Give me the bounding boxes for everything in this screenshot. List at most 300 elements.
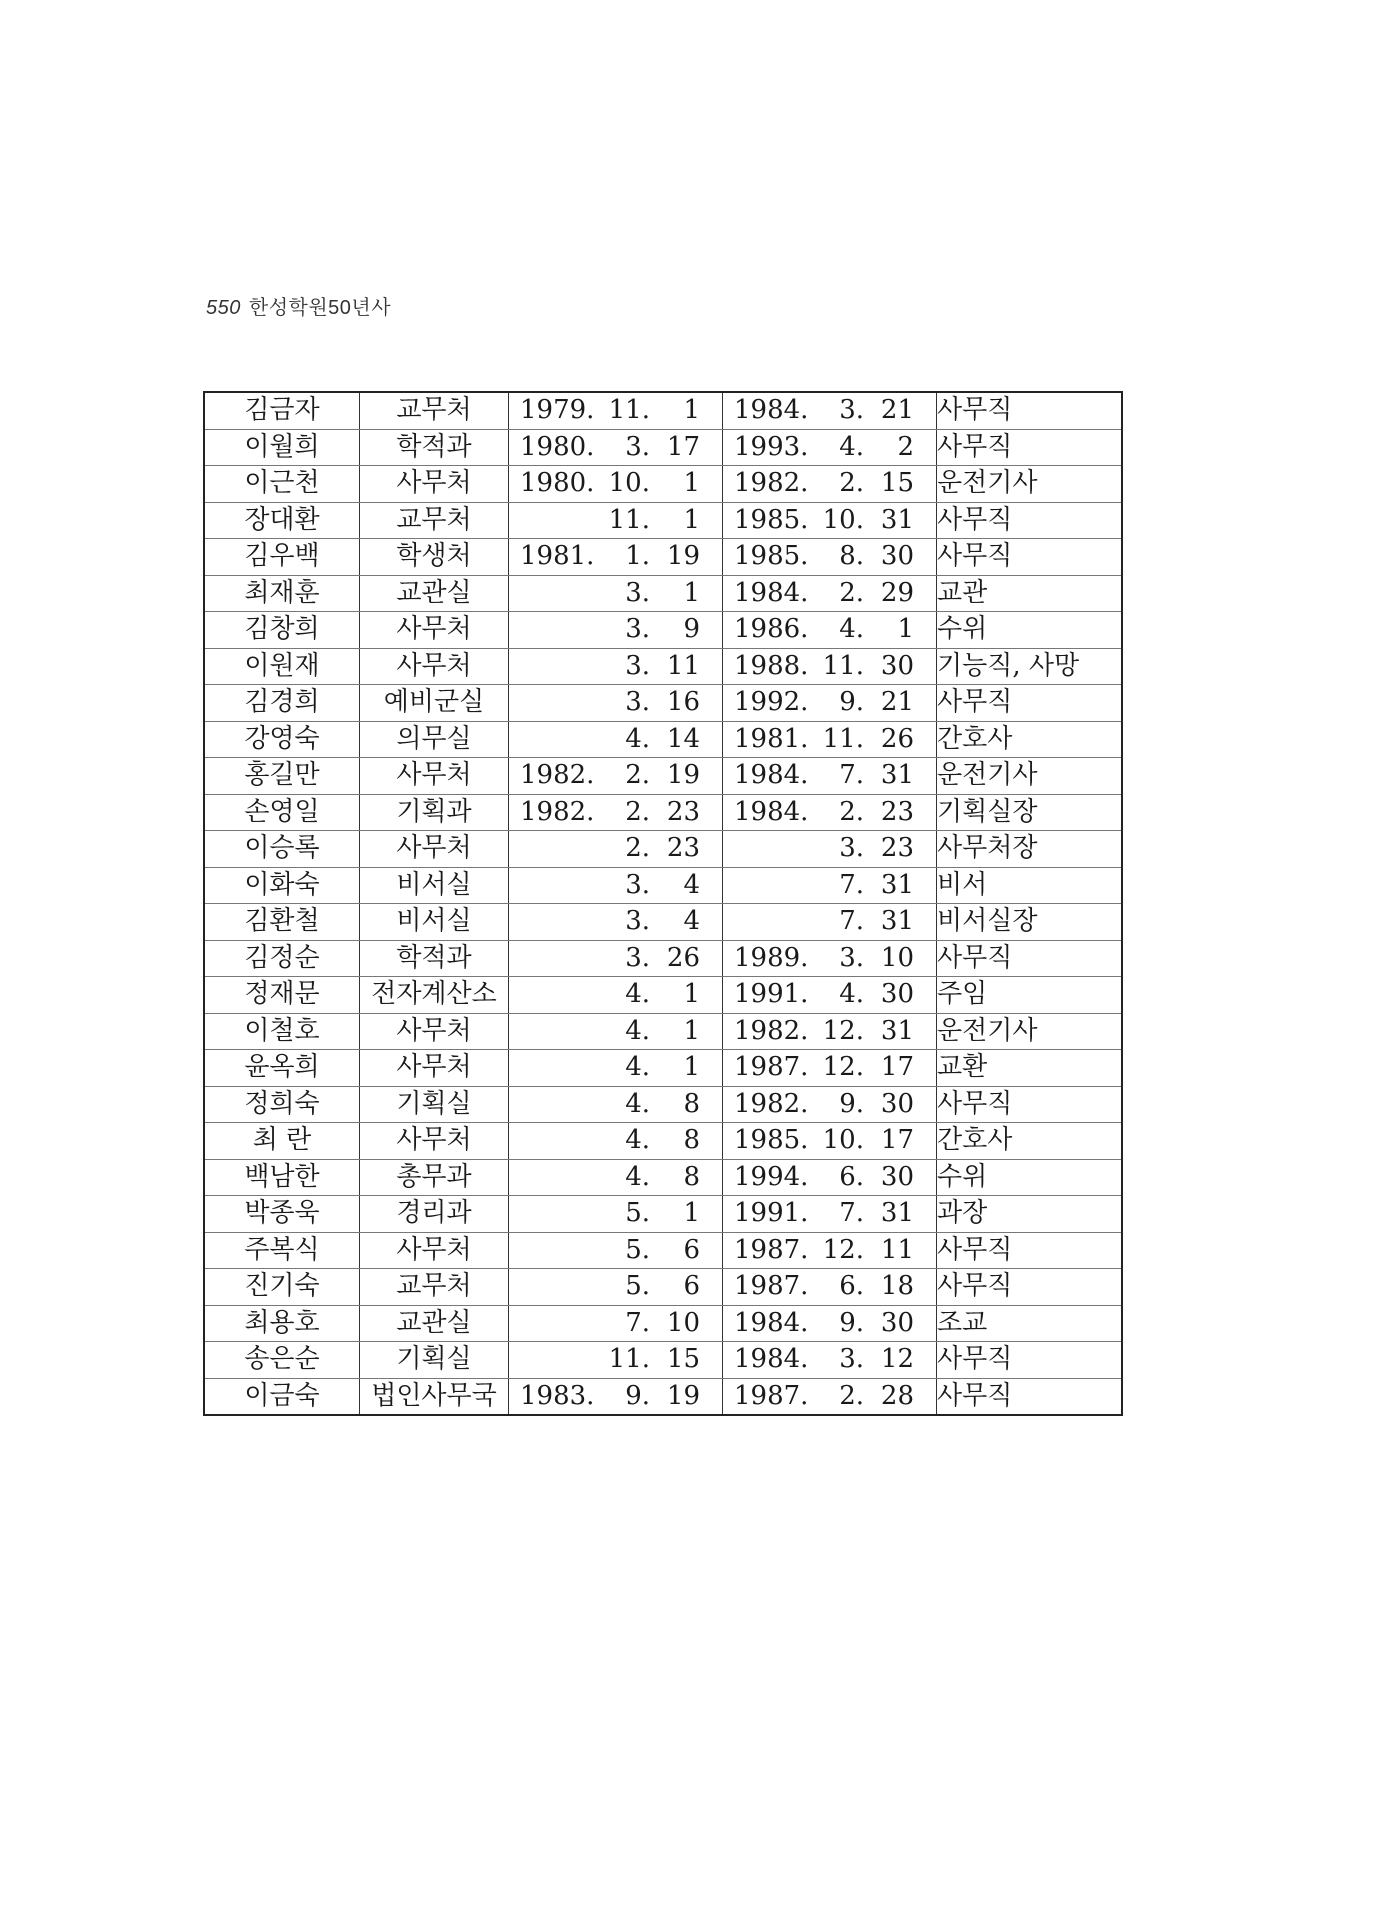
end-date-cell-month: 9. <box>839 687 864 718</box>
position-cell: 사무직 <box>937 502 1123 539</box>
name-cell: 최재훈 <box>204 575 360 612</box>
start-date-cell-day: 16 <box>666 687 700 718</box>
end-date-cell-year: 1982. <box>734 1015 809 1046</box>
start-date-cell-year <box>520 831 604 866</box>
department-cell: 기획과 <box>360 794 509 831</box>
start-date-cell-year <box>520 904 604 939</box>
start-date-cell <box>509 612 723 649</box>
end-date-cell-day: 18 <box>880 1271 914 1302</box>
end-date-cell-year: 1987. <box>734 1380 809 1411</box>
start-date-cell-month: 3. <box>625 650 650 681</box>
end-date-cell-month: 2. <box>839 468 864 499</box>
start-date-cell-year: 1981. <box>520 541 595 572</box>
page-number: 550 <box>206 297 241 319</box>
start-date-cell-year: 1983. <box>520 1380 595 1411</box>
position-cell: 운전기사 <box>937 758 1123 795</box>
department-cell: 교무처 <box>360 392 509 429</box>
end-date-cell-day: 17 <box>880 1052 914 1083</box>
name-cell: 이승록 <box>204 831 360 868</box>
start-date-cell-year <box>520 1269 604 1304</box>
end-date-cell-year: 1985. <box>734 504 809 535</box>
end-date-cell-day: 30 <box>880 650 914 681</box>
department-cell: 기획실 <box>360 1086 509 1123</box>
name-cell: 이근천 <box>204 466 360 503</box>
start-date-cell-month: 4. <box>625 1052 650 1083</box>
start-date-cell-month: 11. <box>608 1344 650 1375</box>
end-date-cell-year: 1984. <box>734 760 809 791</box>
start-date-cell-month: 3. <box>625 906 650 937</box>
start-date-cell-day: 1 <box>683 468 700 499</box>
department-cell: 교관실 <box>360 575 509 612</box>
start-date-cell-month: 3. <box>625 869 650 900</box>
name-cell: 김금자 <box>204 392 360 429</box>
end-date-cell-month: 11. <box>822 650 864 681</box>
start-date-cell <box>509 575 723 612</box>
table-row <box>204 1123 1122 1160</box>
end-date-cell-year: 1989. <box>734 942 809 973</box>
end-date-cell-month: 4. <box>839 431 864 462</box>
end-date-cell-day: 29 <box>880 577 914 608</box>
start-date-cell-day: 4 <box>683 906 700 937</box>
start-date-cell-year: 1980. <box>520 468 595 499</box>
end-date-cell-day: 2 <box>897 431 914 462</box>
position-cell: 사무직 <box>937 1378 1123 1415</box>
end-date-cell-month: 6. <box>839 1161 864 1192</box>
table-row <box>204 1050 1122 1087</box>
name-cell: 손영일 <box>204 794 360 831</box>
end-date-cell-day: 31 <box>880 760 914 791</box>
end-date-cell-day: 12 <box>880 1344 914 1375</box>
start-date-cell <box>509 648 723 685</box>
start-date-cell <box>509 539 723 576</box>
position-cell: 사무직 <box>937 685 1123 722</box>
end-date-cell <box>723 1342 937 1379</box>
end-date-cell-month: 12. <box>822 1234 864 1265</box>
end-date-cell-month: 4. <box>839 979 864 1010</box>
table-row <box>204 758 1122 795</box>
position-cell: 간호사 <box>937 721 1123 758</box>
start-date-cell-day: 19 <box>666 1380 700 1411</box>
end-date-cell-month: 3. <box>839 1344 864 1375</box>
department-cell: 예비군실 <box>360 685 509 722</box>
table-row <box>204 648 1122 685</box>
start-date-cell-month: 10. <box>608 468 650 499</box>
table-row <box>204 1305 1122 1342</box>
end-date-cell-day: 26 <box>880 723 914 754</box>
end-date-cell <box>723 685 937 722</box>
end-date-cell-day: 31 <box>880 1015 914 1046</box>
end-date-cell <box>723 1013 937 1050</box>
end-date-cell <box>723 867 937 904</box>
end-date-cell <box>723 648 937 685</box>
position-cell: 수위 <box>937 1159 1123 1196</box>
start-date-cell <box>509 831 723 868</box>
end-date-cell-day: 23 <box>880 796 914 827</box>
end-date-cell-day: 28 <box>880 1380 914 1411</box>
name-cell: 이금숙 <box>204 1378 360 1415</box>
start-date-cell <box>509 1305 723 1342</box>
end-date-cell-month: 2. <box>839 577 864 608</box>
end-date-cell-day: 31 <box>880 906 914 937</box>
end-date-cell-year: 1982. <box>734 1088 809 1119</box>
start-date-cell-year <box>520 941 604 976</box>
department-cell: 교무처 <box>360 502 509 539</box>
start-date-cell-day: 1 <box>683 1198 700 1229</box>
start-date-cell-month: 4. <box>625 1088 650 1119</box>
department-cell: 사무처 <box>360 1050 509 1087</box>
department-cell: 학생처 <box>360 539 509 576</box>
end-date-cell-day: 30 <box>880 541 914 572</box>
start-date-cell-day: 23 <box>666 796 700 827</box>
department-cell: 비서실 <box>360 867 509 904</box>
end-date-cell <box>723 831 937 868</box>
start-date-cell-month: 7. <box>625 1307 650 1338</box>
start-date-cell-day: 6 <box>683 1234 700 1265</box>
start-date-cell-month: 11. <box>608 504 650 535</box>
start-date-cell-year <box>520 576 604 611</box>
table-row <box>204 940 1122 977</box>
end-date-cell-year: 1982. <box>734 468 809 499</box>
start-date-cell-year <box>520 503 604 538</box>
table-row <box>204 1342 1122 1379</box>
start-date-cell-day: 1 <box>683 395 700 426</box>
start-date-cell-day: 1 <box>683 504 700 535</box>
start-date-cell <box>509 977 723 1014</box>
start-date-cell-month: 4. <box>625 723 650 754</box>
end-date-cell-day: 30 <box>880 1307 914 1338</box>
start-date-cell-month: 9. <box>625 1380 650 1411</box>
end-date-cell-year: 1985. <box>734 1125 809 1156</box>
table-row <box>204 1232 1122 1269</box>
end-date-cell <box>723 794 937 831</box>
start-date-cell-month: 4. <box>625 1125 650 1156</box>
end-date-cell-day: 10 <box>880 942 914 973</box>
start-date-cell <box>509 1159 723 1196</box>
start-date-cell <box>509 1050 723 1087</box>
end-date-cell <box>723 758 937 795</box>
end-date-cell-year: 1986. <box>734 614 809 645</box>
table-row <box>204 1269 1122 1306</box>
end-date-cell <box>723 1378 937 1415</box>
end-date-cell-month: 4. <box>839 614 864 645</box>
department-cell: 사무처 <box>360 1232 509 1269</box>
name-cell: 김경희 <box>204 685 360 722</box>
end-date-cell-month: 3. <box>839 395 864 426</box>
start-date-cell-day: 17 <box>666 431 700 462</box>
end-date-cell-year: 1987. <box>734 1271 809 1302</box>
start-date-cell-year <box>520 612 604 647</box>
position-cell: 사무직 <box>937 1342 1123 1379</box>
end-date-cell-year <box>734 868 818 903</box>
start-date-cell-day: 8 <box>683 1161 700 1192</box>
name-cell: 이화숙 <box>204 867 360 904</box>
end-date-cell-year: 1991. <box>734 979 809 1010</box>
position-cell: 사무직 <box>937 940 1123 977</box>
start-date-cell-month: 3. <box>625 577 650 608</box>
table-row <box>204 466 1122 503</box>
department-cell: 학적과 <box>360 429 509 466</box>
position-cell: 교환 <box>937 1050 1123 1087</box>
staff-table <box>203 391 1123 1416</box>
position-cell: 비서실장 <box>937 904 1123 941</box>
end-date-cell-day: 31 <box>880 869 914 900</box>
start-date-cell-year: 1982. <box>520 796 595 827</box>
start-date-cell <box>509 867 723 904</box>
staff-table-body <box>204 392 1122 1415</box>
position-cell: 기획실장 <box>937 794 1123 831</box>
table-row <box>204 612 1122 649</box>
name-cell: 이월희 <box>204 429 360 466</box>
department-cell: 사무처 <box>360 648 509 685</box>
end-date-cell <box>723 1305 937 1342</box>
start-date-cell-month: 4. <box>625 1161 650 1192</box>
position-cell: 수위 <box>937 612 1123 649</box>
position-cell: 사무직 <box>937 1232 1123 1269</box>
position-cell: 사무직 <box>937 392 1123 429</box>
end-date-cell-month: 12. <box>822 1052 864 1083</box>
end-date-cell <box>723 721 937 758</box>
end-date-cell-month: 10. <box>822 504 864 535</box>
start-date-cell-year <box>520 1342 604 1377</box>
start-date-cell <box>509 1378 723 1415</box>
start-date-cell <box>509 721 723 758</box>
start-date-cell-day: 26 <box>666 942 700 973</box>
book-title: 한성학원50년사 <box>248 297 392 319</box>
start-date-cell-year <box>520 868 604 903</box>
start-date-cell <box>509 1269 723 1306</box>
position-cell: 조교 <box>937 1305 1123 1342</box>
position-cell: 사무직 <box>937 539 1123 576</box>
start-date-cell <box>509 1196 723 1233</box>
start-date-cell <box>509 685 723 722</box>
table-row <box>204 904 1122 941</box>
start-date-cell-year <box>520 1306 604 1341</box>
end-date-cell-year: 1981. <box>734 723 809 754</box>
start-date-cell-year <box>520 685 604 720</box>
department-cell: 사무처 <box>360 831 509 868</box>
table-row <box>204 831 1122 868</box>
table-row <box>204 1086 1122 1123</box>
end-date-cell <box>723 392 937 429</box>
start-date-cell-year <box>520 1196 604 1231</box>
position-cell: 기능직, 사망 <box>937 648 1123 685</box>
end-date-cell-month: 3. <box>839 833 864 864</box>
department-cell: 학적과 <box>360 940 509 977</box>
table-row <box>204 794 1122 831</box>
start-date-cell-day: 1 <box>683 577 700 608</box>
start-date-cell <box>509 904 723 941</box>
start-date-cell-day: 11 <box>666 650 700 681</box>
start-date-cell <box>509 502 723 539</box>
end-date-cell <box>723 429 937 466</box>
start-date-cell-year <box>520 1087 604 1122</box>
end-date-cell-day: 31 <box>880 1198 914 1229</box>
start-date-cell-month: 5. <box>625 1234 650 1265</box>
start-date-cell-month: 2. <box>625 833 650 864</box>
start-date-cell-day: 19 <box>666 541 700 572</box>
department-cell: 의무실 <box>360 721 509 758</box>
end-date-cell-month: 7. <box>839 760 864 791</box>
end-date-cell-day: 23 <box>880 833 914 864</box>
end-date-cell-month: 9. <box>839 1307 864 1338</box>
end-date-cell-month: 7. <box>839 869 864 900</box>
end-date-cell-month: 2. <box>839 1380 864 1411</box>
end-date-cell-year: 1992. <box>734 687 809 718</box>
table-row <box>204 1159 1122 1196</box>
end-date-cell-day: 1 <box>897 614 914 645</box>
start-date-cell-year: 1980. <box>520 431 595 462</box>
running-header <box>206 291 391 320</box>
start-date-cell-day: 8 <box>683 1088 700 1119</box>
department-cell: 교관실 <box>360 1305 509 1342</box>
start-date-cell-year <box>520 1014 604 1049</box>
start-date-cell <box>509 1086 723 1123</box>
start-date-cell-day: 23 <box>666 833 700 864</box>
end-date-cell <box>723 1269 937 1306</box>
start-date-cell <box>509 758 723 795</box>
start-date-cell-day: 8 <box>683 1125 700 1156</box>
table-row <box>204 429 1122 466</box>
end-date-cell-day: 30 <box>880 1161 914 1192</box>
name-cell: 강영숙 <box>204 721 360 758</box>
end-date-cell <box>723 502 937 539</box>
start-date-cell <box>509 940 723 977</box>
name-cell: 홍길만 <box>204 758 360 795</box>
end-date-cell-year: 1984. <box>734 1307 809 1338</box>
start-date-cell-month: 2. <box>625 760 650 791</box>
end-date-cell-year: 1984. <box>734 796 809 827</box>
name-cell: 백남한 <box>204 1159 360 1196</box>
name-cell: 진기숙 <box>204 1269 360 1306</box>
end-date-cell <box>723 612 937 649</box>
end-date-cell <box>723 1196 937 1233</box>
start-date-cell-day: 9 <box>683 614 700 645</box>
position-cell: 운전기사 <box>937 466 1123 503</box>
end-date-cell <box>723 539 937 576</box>
start-date-cell <box>509 794 723 831</box>
department-cell: 비서실 <box>360 904 509 941</box>
table-row <box>204 721 1122 758</box>
name-cell: 정재문 <box>204 977 360 1014</box>
department-cell: 사무처 <box>360 612 509 649</box>
name-cell: 송은순 <box>204 1342 360 1379</box>
start-date-cell-day: 10 <box>666 1307 700 1338</box>
table-row <box>204 392 1122 429</box>
end-date-cell-day: 21 <box>880 395 914 426</box>
table-row <box>204 575 1122 612</box>
table-row <box>204 502 1122 539</box>
department-cell: 사무처 <box>360 758 509 795</box>
start-date-cell-month: 11. <box>608 395 650 426</box>
end-date-cell-day: 31 <box>880 504 914 535</box>
table-row <box>204 1013 1122 1050</box>
name-cell: 김창희 <box>204 612 360 649</box>
start-date-cell-year <box>520 1233 604 1268</box>
end-date-cell-day: 11 <box>880 1234 914 1265</box>
start-date-cell <box>509 392 723 429</box>
name-cell: 김정순 <box>204 940 360 977</box>
table-row <box>204 977 1122 1014</box>
end-date-cell-day: 17 <box>880 1125 914 1156</box>
end-date-cell-month: 8. <box>839 541 864 572</box>
department-cell: 사무처 <box>360 1013 509 1050</box>
end-date-cell-day: 30 <box>880 1088 914 1119</box>
start-date-cell-month: 1. <box>625 541 650 572</box>
start-date-cell <box>509 1232 723 1269</box>
end-date-cell-year: 1991. <box>734 1198 809 1229</box>
department-cell: 법인사무국 <box>360 1378 509 1415</box>
position-cell: 비서 <box>937 867 1123 904</box>
position-cell: 간호사 <box>937 1123 1123 1160</box>
end-date-cell-year: 1984. <box>734 577 809 608</box>
start-date-cell-year <box>520 1160 604 1195</box>
start-date-cell-month: 4. <box>625 979 650 1010</box>
name-cell: 김환철 <box>204 904 360 941</box>
name-cell: 박종욱 <box>204 1196 360 1233</box>
table-row <box>204 867 1122 904</box>
end-date-cell-month: 11. <box>822 723 864 754</box>
name-cell: 최용호 <box>204 1305 360 1342</box>
start-date-cell <box>509 1342 723 1379</box>
end-date-cell-day: 21 <box>880 687 914 718</box>
department-cell: 사무처 <box>360 1123 509 1160</box>
table-row <box>204 685 1122 722</box>
department-cell: 교무처 <box>360 1269 509 1306</box>
end-date-cell-year <box>734 904 818 939</box>
start-date-cell-day: 1 <box>683 979 700 1010</box>
name-cell: 최 란 <box>204 1123 360 1160</box>
start-date-cell-day: 1 <box>683 1015 700 1046</box>
end-date-cell-year: 1987. <box>734 1052 809 1083</box>
start-date-cell-year: 1982. <box>520 760 595 791</box>
start-date-cell <box>509 1123 723 1160</box>
end-date-cell-month: 7. <box>839 1198 864 1229</box>
department-cell: 총무과 <box>360 1159 509 1196</box>
position-cell: 사무직 <box>937 429 1123 466</box>
end-date-cell <box>723 1050 937 1087</box>
start-date-cell-year <box>520 977 604 1012</box>
position-cell: 교관 <box>937 575 1123 612</box>
end-date-cell-year: 1994. <box>734 1161 809 1192</box>
start-date-cell-month: 3. <box>625 431 650 462</box>
end-date-cell-year: 1984. <box>734 1344 809 1375</box>
start-date-cell <box>509 429 723 466</box>
position-cell: 사무직 <box>937 1086 1123 1123</box>
start-date-cell-year <box>520 1123 604 1158</box>
end-date-cell <box>723 940 937 977</box>
start-date-cell <box>509 1013 723 1050</box>
start-date-cell-month: 4. <box>625 1015 650 1046</box>
end-date-cell-year: 1985. <box>734 541 809 572</box>
start-date-cell-month: 5. <box>625 1198 650 1229</box>
end-date-cell <box>723 1159 937 1196</box>
start-date-cell-day: 4 <box>683 869 700 900</box>
position-cell: 주임 <box>937 977 1123 1014</box>
position-cell: 사무처장 <box>937 831 1123 868</box>
position-cell: 과장 <box>937 1196 1123 1233</box>
start-date-cell-year <box>520 649 604 684</box>
name-cell: 주복식 <box>204 1232 360 1269</box>
start-date-cell-month: 2. <box>625 796 650 827</box>
department-cell: 기획실 <box>360 1342 509 1379</box>
end-date-cell <box>723 977 937 1014</box>
department-cell: 사무처 <box>360 466 509 503</box>
position-cell: 사무직 <box>937 1269 1123 1306</box>
start-date-cell-month: 3. <box>625 687 650 718</box>
end-date-cell <box>723 904 937 941</box>
start-date-cell-day: 19 <box>666 760 700 791</box>
department-cell: 경리과 <box>360 1196 509 1233</box>
